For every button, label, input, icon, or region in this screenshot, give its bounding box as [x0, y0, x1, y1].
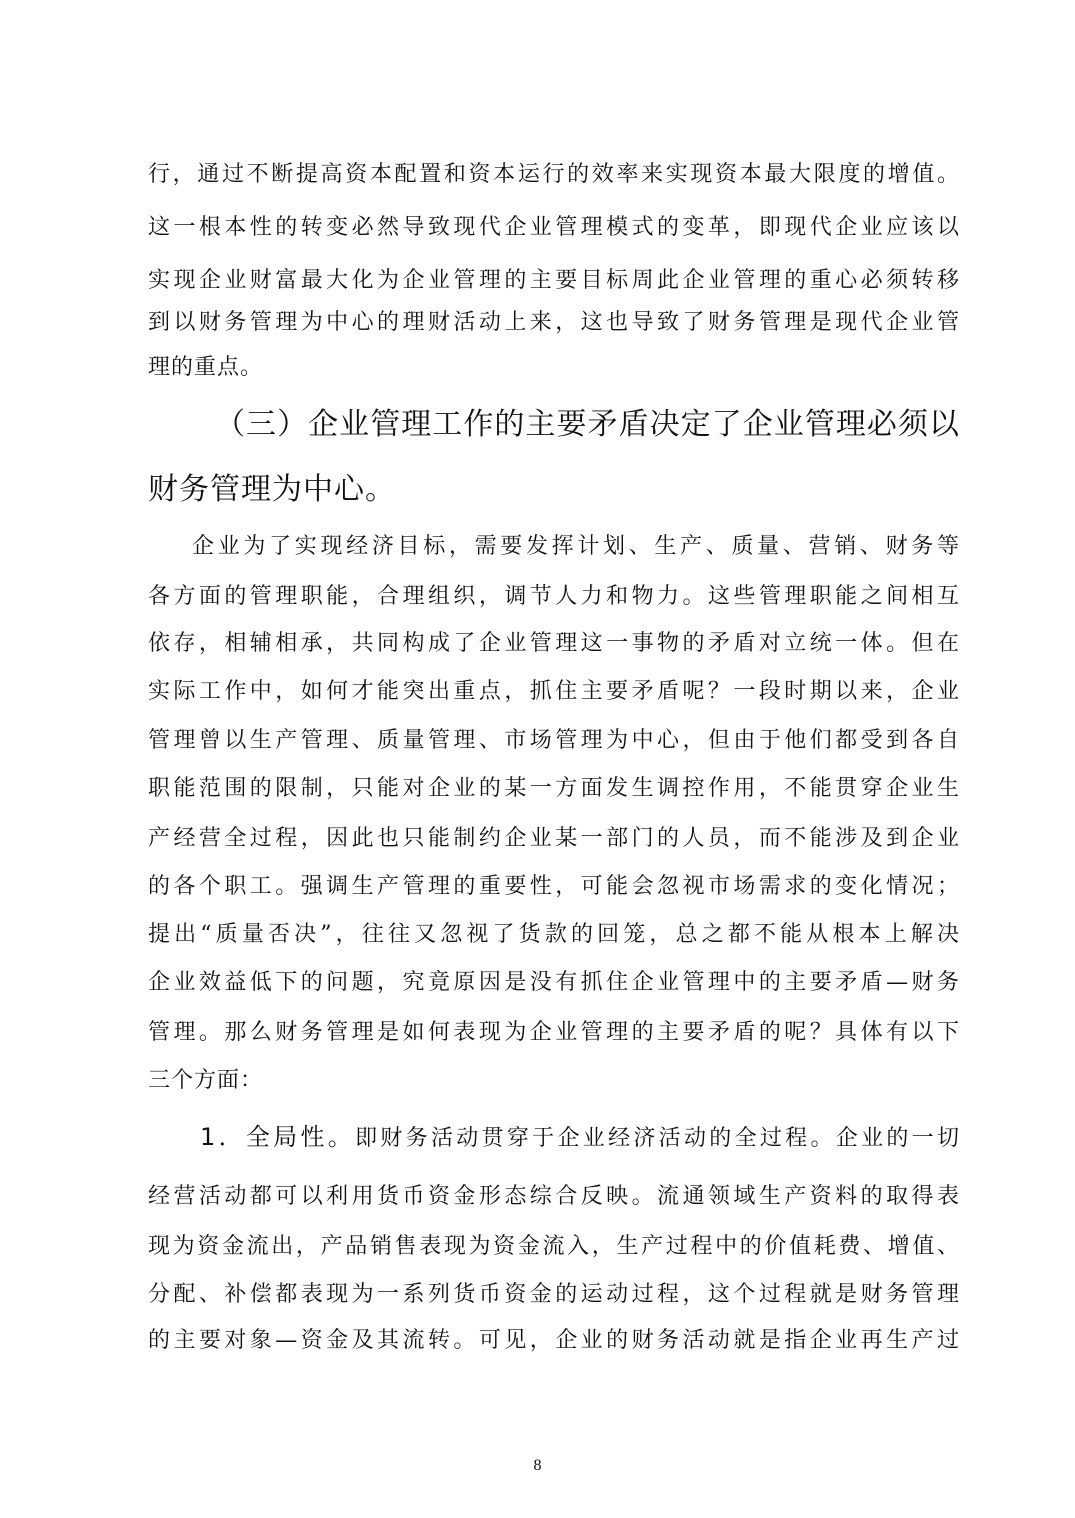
text-line: 分配、补偿都表现为一系列货币资金的运动过程，这个过程就是财务管理 [148, 1282, 960, 1307]
text-line: 企业效益低下的问题，究竟原因是没有抓住企业管理中的主要矛盾—财务 [148, 970, 960, 995]
text-line: 的主要对象—资金及其流转。可见，企业的财务活动就是指企业再生产过 [148, 1328, 960, 1353]
text-line: 职能范围的限制，只能对企业的某一方面发生调控作用，不能贯穿企业生 [148, 776, 960, 801]
text-line: 管理曾以生产管理、质量管理、市场管理为中心，但由于他们都受到各自 [148, 728, 960, 753]
text-line: 实现企业财富最大化为企业管理的主要目标周此企业管理的重心必须转移 [148, 268, 960, 293]
heading-line: （三）企业管理工作的主要矛盾决定了企业管理必须以 [215, 407, 960, 442]
text-line: 企业为了实现经济目标，需要发挥计划、生产、质量、营销、财务等 [192, 534, 960, 559]
text-line: 各方面的管理职能，合理组织，调节人力和物力。这些管理职能之间相互 [148, 584, 960, 609]
heading-line: 财务管理为中心。 [148, 472, 396, 507]
text-line: 这一根本性的转变必然导致现代企业管理模式的变革，即现代企业应该以 [148, 215, 960, 240]
text-line: 理的重点。 [148, 355, 264, 380]
text-line: 提出“质量否决”，往往又忽视了货款的回笼，总之都不能从根本上解决 [148, 922, 960, 947]
text-line: 三个方面： [148, 1068, 264, 1093]
text-line: 现为资金流出，产品销售表现为资金流入，生产过程中的价值耗费、增值、 [148, 1234, 960, 1259]
text-line: 到以财务管理为中心的理财活动上来，这也导致了财务管理是现代企业管 [148, 310, 960, 335]
text-line [200, 1122, 960, 1154]
text-line: 行，通过不断提高资本配置和资本运行的效率来实现资本最大限度的增值。 [148, 162, 960, 187]
item-label: 1．全局性。 [200, 1123, 356, 1151]
page-number: 8 [533, 1457, 542, 1474]
text-line: 经营活动都可以利用货币资金形态综合反映。流通领域生产资料的取得表 [148, 1184, 960, 1209]
text-line: 产经营全过程，因此也只能制约企业某一部门的人员，而不能涉及到企业 [148, 826, 960, 851]
item-text: 即财务活动贯穿于企业经济活动的全过程。企业的一切 [355, 1126, 960, 1151]
text-line: 管理。那么财务管理是如何表现为企业管理的主要矛盾的呢？具体有以下 [148, 1020, 960, 1045]
text-line: 实际工作中，如何才能突出重点，抓住主要矛盾呢？一段时期以来，企业 [148, 679, 960, 704]
text-line: 的各个职工。强调生产管理的重要性，可能会忽视市场需求的变化情况； [148, 874, 960, 899]
text-line: 依存，相辅相承，共同构成了企业管理这一事物的矛盾对立统一体。但在 [148, 631, 960, 656]
